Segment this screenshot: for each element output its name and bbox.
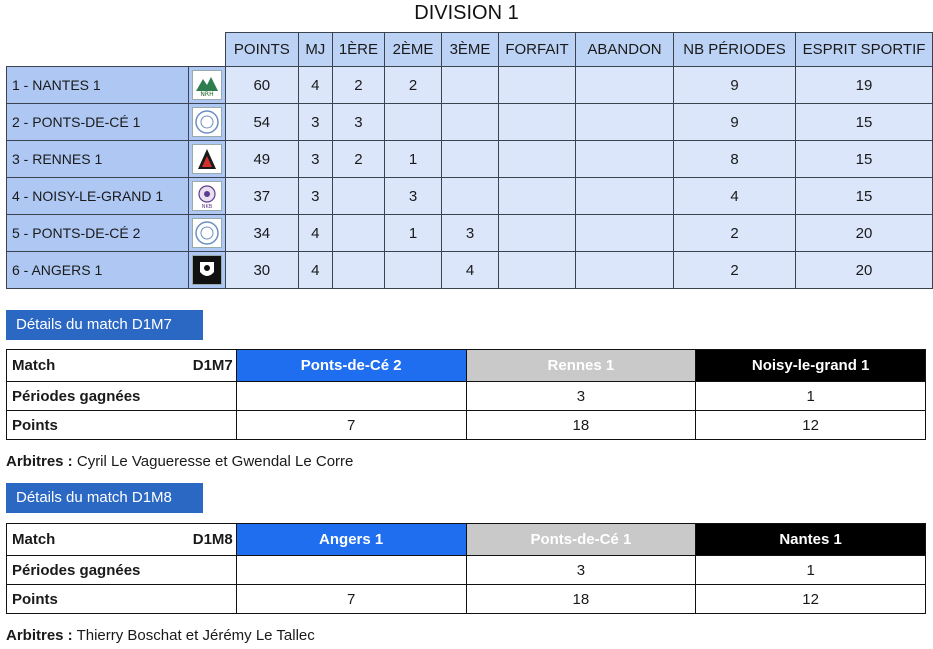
- periods-team-1: [236, 382, 466, 411]
- header-points: POINTS: [225, 33, 298, 67]
- ponts-de-ce-logo-icon: [192, 107, 222, 137]
- cell-points: 37: [225, 178, 298, 215]
- header-third: 3ÈME: [442, 33, 499, 67]
- match-label: Match: [12, 357, 56, 374]
- cell-first: 3: [332, 104, 384, 141]
- points-team-3: 12: [696, 585, 926, 614]
- team-name: 4 - NOISY-LE-GRAND 1: [7, 178, 189, 215]
- points-label: Points: [7, 411, 237, 440]
- points-team-2: 18: [466, 585, 696, 614]
- periods-label: Périodes gagnées: [7, 556, 237, 585]
- cell-abandon: [576, 67, 674, 104]
- team-logo-cell: [188, 178, 225, 215]
- cell-third: [442, 104, 499, 141]
- header-abandon: ABANDON: [576, 33, 674, 67]
- cell-abandon: [576, 215, 674, 252]
- cell-mj: 3: [298, 104, 332, 141]
- periods-team-3: 1: [696, 556, 926, 585]
- cell-third: [442, 67, 499, 104]
- cell-esprit-sportif: 20: [796, 215, 933, 252]
- cell-mj: 3: [298, 141, 332, 178]
- cell-nb-periodes: 4: [674, 178, 796, 215]
- header-blank: [7, 33, 226, 67]
- header-second: 2ÈME: [385, 33, 442, 67]
- cell-first: [332, 215, 384, 252]
- cell-first: [332, 178, 384, 215]
- periods-team-1: [236, 556, 466, 585]
- periods-team-2: 3: [466, 556, 696, 585]
- page-title: DIVISION 1: [414, 2, 519, 24]
- points-team-3: 12: [696, 411, 926, 440]
- team-logo-cell: [188, 215, 225, 252]
- match-table-d1m8: [6, 523, 926, 614]
- match-code: D1M8: [192, 531, 233, 548]
- match-team-3: Nantes 1: [696, 524, 926, 556]
- referees-label: Arbitres :: [6, 453, 73, 470]
- cell-forfait: [499, 178, 576, 215]
- cell-points: 30: [225, 252, 298, 289]
- angers-logo-icon: [192, 255, 222, 285]
- cell-mj: 4: [298, 252, 332, 289]
- cell-second: [385, 104, 442, 141]
- header-mj: MJ: [298, 33, 332, 67]
- cell-points: 54: [225, 104, 298, 141]
- standings-row: [7, 178, 933, 215]
- cell-abandon: [576, 104, 674, 141]
- cell-forfait: [499, 67, 576, 104]
- match-team-1: Ponts-de-Cé 2: [236, 350, 466, 382]
- points-team-1: 7: [236, 585, 466, 614]
- noisy-le-grand-logo-icon: [192, 181, 222, 211]
- match-team-1: Angers 1: [236, 524, 466, 556]
- cell-third: 3: [442, 215, 499, 252]
- match-team-3: Noisy-le-grand 1: [696, 350, 926, 382]
- team-logo-cell: [188, 141, 225, 178]
- standings-row: [7, 104, 933, 141]
- referees-label: Arbitres :: [6, 627, 73, 644]
- cell-nb-periodes: 2: [674, 215, 796, 252]
- referees-names: Cyril Le Vagueresse et Gwendal Le Corre: [76, 453, 354, 470]
- points-label: Points: [7, 585, 237, 614]
- match-label: Match: [12, 531, 56, 548]
- cell-points: 60: [225, 67, 298, 104]
- team-name: 2 - PONTS-DE-CÉ 1: [7, 104, 189, 141]
- match-team-2: Ponts-de-Cé 1: [466, 524, 696, 556]
- cell-third: [442, 141, 499, 178]
- standings-row: [7, 215, 933, 252]
- cell-nb-periodes: 9: [674, 104, 796, 141]
- match-details-button-d1m7[interactable]: Détails du match D1M7: [6, 310, 203, 340]
- cell-second: 1: [385, 141, 442, 178]
- ponts-de-ce-logo-icon: [192, 218, 222, 248]
- points-team-1: 7: [236, 411, 466, 440]
- cell-second: 1: [385, 215, 442, 252]
- points-team-2: 18: [466, 411, 696, 440]
- referees-names: Thierry Boschat et Jérémy Le Tallec: [76, 627, 315, 644]
- cell-third: 4: [442, 252, 499, 289]
- cell-esprit-sportif: 19: [796, 67, 933, 104]
- svg-text:NKB: NKB: [201, 204, 213, 210]
- cell-forfait: [499, 252, 576, 289]
- header-forfait: FORFAIT: [499, 33, 576, 67]
- match-team-2: Rennes 1: [466, 350, 696, 382]
- periods-team-2: 3: [466, 382, 696, 411]
- cell-forfait: [499, 141, 576, 178]
- cell-forfait: [499, 215, 576, 252]
- match-table-d1m7: [6, 349, 926, 440]
- cell-first: 2: [332, 141, 384, 178]
- cell-mj: 3: [298, 178, 332, 215]
- team-name: 1 - NANTES 1: [7, 67, 189, 104]
- cell-points: 34: [225, 215, 298, 252]
- cell-second: [385, 252, 442, 289]
- cell-esprit-sportif: 15: [796, 178, 933, 215]
- cell-second: 3: [385, 178, 442, 215]
- standings-row: [7, 252, 933, 289]
- cell-esprit-sportif: 20: [796, 252, 933, 289]
- team-name: 6 - ANGERS 1: [7, 252, 189, 289]
- cell-second: 2: [385, 67, 442, 104]
- referees-d1m8: [6, 627, 315, 644]
- team-logo-cell: [188, 252, 225, 289]
- svg-text:NRH: NRH: [200, 91, 214, 98]
- cell-abandon: [576, 178, 674, 215]
- periods-label: Périodes gagnées: [7, 382, 237, 411]
- team-logo-cell: [188, 104, 225, 141]
- cell-mj: 4: [298, 215, 332, 252]
- periods-team-3: 1: [696, 382, 926, 411]
- cell-first: [332, 252, 384, 289]
- standings-table: [6, 32, 933, 289]
- cell-forfait: [499, 104, 576, 141]
- team-name: 5 - PONTS-DE-CÉ 2: [7, 215, 189, 252]
- standings-header-row: [7, 33, 933, 67]
- standings-row: [7, 141, 933, 178]
- team-logo-cell: [188, 67, 225, 104]
- nantes-logo-icon: [192, 70, 222, 100]
- header-nb-periodes: NB PÉRIODES: [674, 33, 796, 67]
- match-label-cell: [7, 524, 237, 556]
- header-esprit-sportif: ESPRIT SPORTIF: [796, 33, 933, 67]
- cell-nb-periodes: 9: [674, 67, 796, 104]
- cell-esprit-sportif: 15: [796, 141, 933, 178]
- referees-d1m7: [6, 453, 353, 470]
- header-first: 1ÈRE: [332, 33, 384, 67]
- team-name: 3 - RENNES 1: [7, 141, 189, 178]
- rennes-logo-icon: [192, 144, 222, 174]
- cell-third: [442, 178, 499, 215]
- cell-abandon: [576, 252, 674, 289]
- match-code: D1M7: [192, 357, 233, 374]
- standings-row: [7, 67, 933, 104]
- match-details-button-d1m8[interactable]: Détails du match D1M8: [6, 483, 203, 513]
- cell-nb-periodes: 2: [674, 252, 796, 289]
- cell-points: 49: [225, 141, 298, 178]
- cell-esprit-sportif: 15: [796, 104, 933, 141]
- cell-mj: 4: [298, 67, 332, 104]
- match-label-cell: [7, 350, 237, 382]
- cell-abandon: [576, 141, 674, 178]
- cell-first: 2: [332, 67, 384, 104]
- cell-nb-periodes: 8: [674, 141, 796, 178]
